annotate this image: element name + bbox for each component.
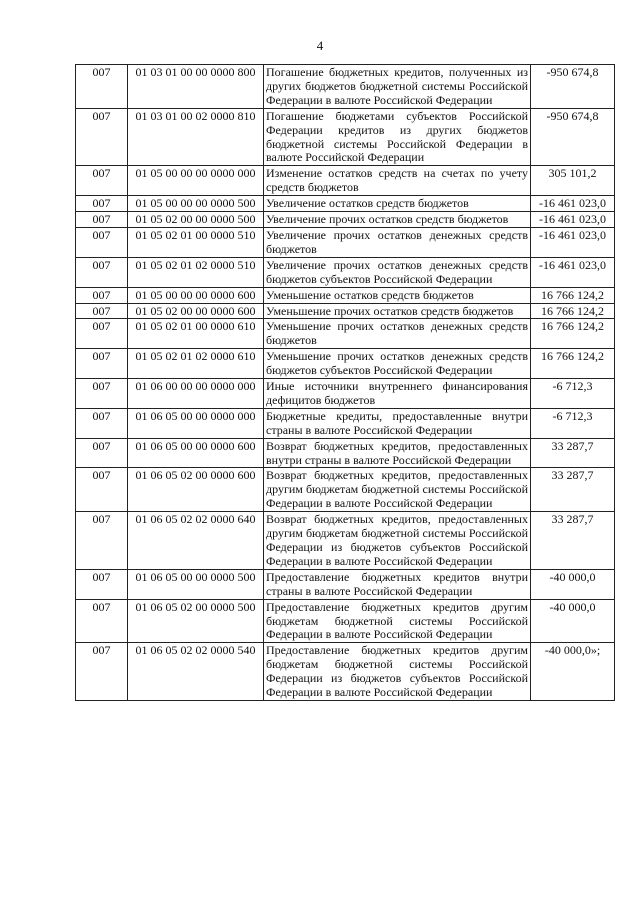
page-number: 4 xyxy=(316,38,324,53)
table-row xyxy=(76,212,615,228)
table-row xyxy=(76,512,615,570)
budget-sources-table xyxy=(75,64,615,701)
source-name-cell: Возврат бюджетных кредитов, предоставленных другим бюджетам бюджетной системы Российской Федерации в валюте Российской Федерации xyxy=(264,468,531,512)
table-row xyxy=(76,166,615,196)
table-row xyxy=(76,319,615,349)
table-row xyxy=(76,468,615,512)
admin-code-cell: 007 xyxy=(76,569,128,599)
table-row xyxy=(76,643,615,701)
amount-cell: 33 287,7 xyxy=(531,468,615,512)
admin-code-cell: 007 xyxy=(76,438,128,468)
amount-cell: 16 766 124,2 xyxy=(531,287,615,303)
source-name-cell: Уменьшение остатков средств бюджетов xyxy=(264,287,531,303)
amount-cell: -16 461 023,0 xyxy=(531,227,615,257)
source-name-cell: Бюджетные кредиты, предоставленные внутри страны в валюте Российской Федерации xyxy=(264,408,531,438)
admin-code-cell: 007 xyxy=(76,212,128,228)
amount-cell: 16 766 124,2 xyxy=(531,319,615,349)
admin-code-cell: 007 xyxy=(76,468,128,512)
table-row xyxy=(76,599,615,643)
source-name-cell: Предоставление бюджетных кредитов другим бюджетам бюджетной системы Российской Федерации в валюте Российской Федерации xyxy=(264,599,531,643)
budget-code-cell: 01 06 05 02 02 0000 640 xyxy=(128,512,264,570)
admin-code-cell: 007 xyxy=(76,599,128,643)
source-name-cell: Увеличение прочих остатков средств бюджетов xyxy=(264,212,531,228)
budget-code-cell: 01 05 00 00 00 0000 600 xyxy=(128,287,264,303)
table-row xyxy=(76,257,615,287)
budget-code-cell: 01 06 05 02 02 0000 540 xyxy=(128,643,264,701)
table-row xyxy=(76,227,615,257)
source-name-cell: Иные источники внутреннего финансирования дефицитов бюджетов xyxy=(264,379,531,409)
source-name-cell: Возврат бюджетных кредитов, предоставленных другим бюджетам бюджетной системы Российской Федерации из бюджетов субъектов Российской Федерации в валюте Российской Федерации xyxy=(264,512,531,570)
amount-cell: 16 766 124,2 xyxy=(531,349,615,379)
table-row xyxy=(76,65,615,109)
amount-cell: 33 287,7 xyxy=(531,512,615,570)
source-name-cell: Погашение бюджетных кредитов, полученных из других бюджетов бюджетной системы Российской Федерации в валюте Российской Федерации xyxy=(264,65,531,109)
budget-code-cell: 01 06 05 00 00 0000 500 xyxy=(128,569,264,599)
source-name-cell: Уменьшение прочих остатков средств бюджетов xyxy=(264,303,531,319)
source-name-cell: Уменьшение прочих остатков денежных средств бюджетов xyxy=(264,319,531,349)
table-row xyxy=(76,349,615,379)
admin-code-cell: 007 xyxy=(76,349,128,379)
amount-cell: -16 461 023,0 xyxy=(531,257,615,287)
admin-code-cell: 007 xyxy=(76,166,128,196)
table-row xyxy=(76,108,615,166)
admin-code-cell: 007 xyxy=(76,379,128,409)
admin-code-cell: 007 xyxy=(76,257,128,287)
budget-code-cell: 01 05 02 01 00 0000 510 xyxy=(128,227,264,257)
admin-code-cell: 007 xyxy=(76,512,128,570)
budget-table-body xyxy=(76,65,615,701)
table-row xyxy=(76,196,615,212)
source-name-cell: Погашение бюджетами субъектов Российской Федерации кредитов из других бюджетов бюджетной системы Российской Федерации в валюте Российской Федерации xyxy=(264,108,531,166)
budget-code-cell: 01 05 02 00 00 0000 500 xyxy=(128,212,264,228)
amount-cell: -40 000,0»; xyxy=(531,643,615,701)
admin-code-cell: 007 xyxy=(76,196,128,212)
budget-code-cell: 01 05 02 01 02 0000 610 xyxy=(128,349,264,379)
budget-code-cell: 01 06 05 00 00 0000 600 xyxy=(128,438,264,468)
admin-code-cell: 007 xyxy=(76,227,128,257)
source-name-cell: Изменение остатков средств на счетах по учету средств бюджетов xyxy=(264,166,531,196)
budget-code-cell: 01 06 05 02 00 0000 600 xyxy=(128,468,264,512)
amount-cell: 33 287,7 xyxy=(531,438,615,468)
admin-code-cell: 007 xyxy=(76,287,128,303)
admin-code-cell: 007 xyxy=(76,108,128,166)
admin-code-cell: 007 xyxy=(76,643,128,701)
budget-code-cell: 01 06 05 02 00 0000 500 xyxy=(128,599,264,643)
admin-code-cell: 007 xyxy=(76,303,128,319)
amount-cell: 305 101,2 xyxy=(531,166,615,196)
amount-cell: -16 461 023,0 xyxy=(531,196,615,212)
budget-code-cell: 01 05 00 00 00 0000 500 xyxy=(128,196,264,212)
amount-cell: -950 674,8 xyxy=(531,65,615,109)
admin-code-cell: 007 xyxy=(76,319,128,349)
source-name-cell: Предоставление бюджетных кредитов внутри страны в валюте Российской Федерации xyxy=(264,569,531,599)
budget-code-cell: 01 05 02 01 02 0000 510 xyxy=(128,257,264,287)
budget-code-cell: 01 05 00 00 00 0000 000 xyxy=(128,166,264,196)
table-row xyxy=(76,303,615,319)
source-name-cell: Уменьшение прочих остатков денежных средств бюджетов субъектов Российской Федерации xyxy=(264,349,531,379)
admin-code-cell: 007 xyxy=(76,408,128,438)
table-row xyxy=(76,379,615,409)
budget-code-cell: 01 06 05 00 00 0000 000 xyxy=(128,408,264,438)
amount-cell: -16 461 023,0 xyxy=(531,212,615,228)
source-name-cell: Предоставление бюджетных кредитов другим бюджетам бюджетной системы Российской Федерации из бюджетов субъектов Российской Федерации в валюте Российской Федерации xyxy=(264,643,531,701)
table-row xyxy=(76,438,615,468)
amount-cell: -40 000,0 xyxy=(531,569,615,599)
table-row xyxy=(76,408,615,438)
budget-code-cell: 01 05 02 01 00 0000 610 xyxy=(128,319,264,349)
budget-code-cell: 01 06 00 00 00 0000 000 xyxy=(128,379,264,409)
amount-cell: -950 674,8 xyxy=(531,108,615,166)
source-name-cell: Увеличение прочих остатков денежных средств бюджетов субъектов Российской Федерации xyxy=(264,257,531,287)
source-name-cell: Увеличение остатков средств бюджетов xyxy=(264,196,531,212)
table-row xyxy=(76,287,615,303)
budget-code-cell: 01 03 01 00 00 0000 800 xyxy=(128,65,264,109)
budget-code-cell: 01 03 01 00 02 0000 810 xyxy=(128,108,264,166)
source-name-cell: Возврат бюджетных кредитов, предоставленных внутри страны в валюте Российской Федерации xyxy=(264,438,531,468)
amount-cell: -6 712,3 xyxy=(531,408,615,438)
table-row xyxy=(76,569,615,599)
amount-cell: -40 000,0 xyxy=(531,599,615,643)
amount-cell: -6 712,3 xyxy=(531,379,615,409)
budget-code-cell: 01 05 02 00 00 0000 600 xyxy=(128,303,264,319)
source-name-cell: Увеличение прочих остатков денежных средств бюджетов xyxy=(264,227,531,257)
amount-cell: 16 766 124,2 xyxy=(531,303,615,319)
admin-code-cell: 007 xyxy=(76,65,128,109)
